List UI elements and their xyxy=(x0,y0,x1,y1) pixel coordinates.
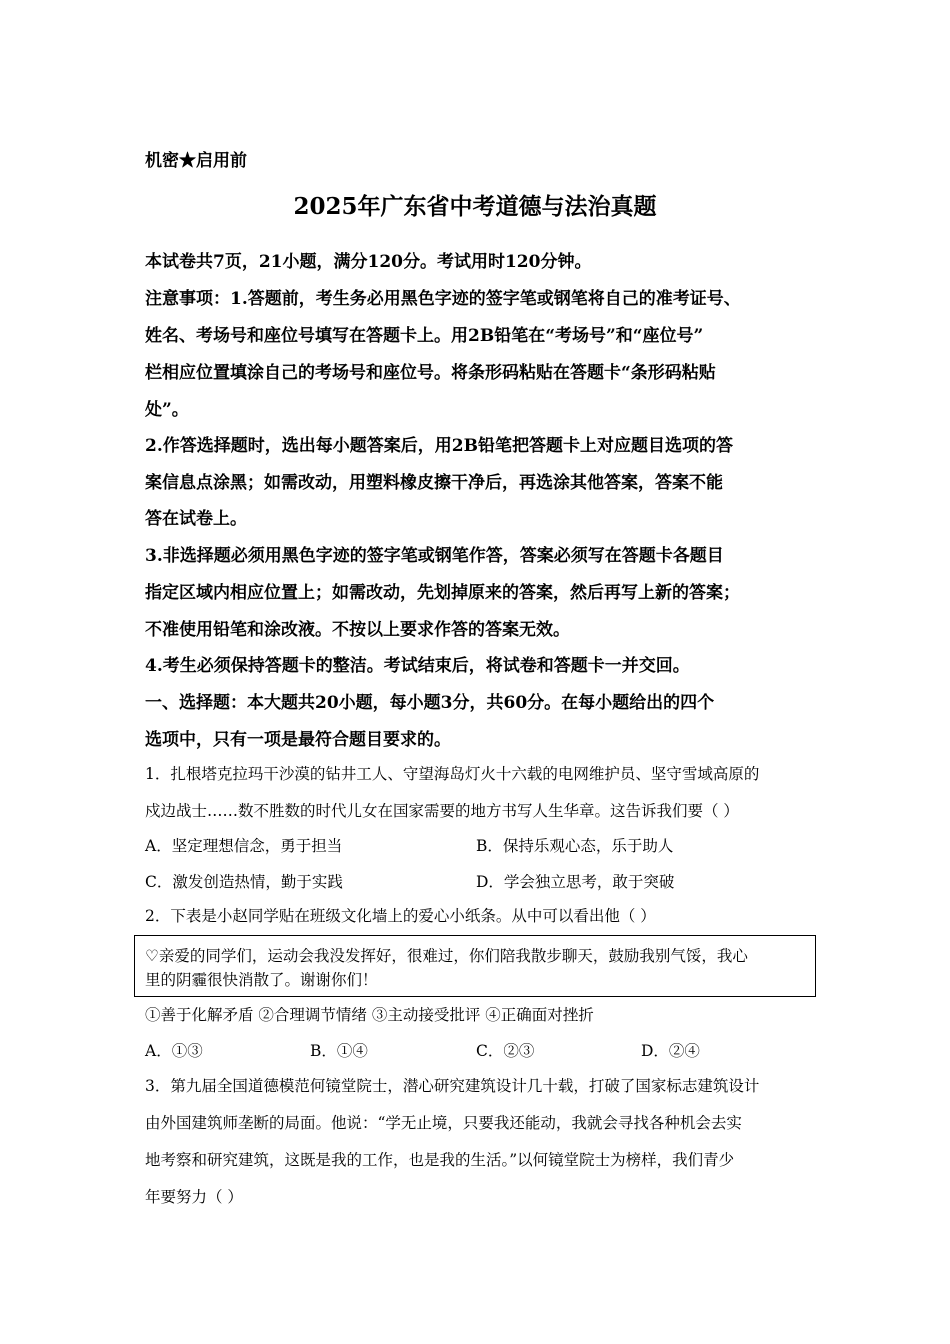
q2-option-b: B．①④ xyxy=(310,1042,368,1060)
q1-option-d: D．学会独立思考，敢于突破 xyxy=(476,873,675,891)
q2-statements: ①善于化解矛盾 ②合理调节情绪 ③主动接受批评 ④正确面对挫折 xyxy=(145,1006,594,1024)
instruction-line: 4.考生必须保持答题卡的整洁。考试结束后，将试卷和答题卡一并交回。 xyxy=(145,656,690,676)
q1-option-c: C．激发创造热情，勤于实践 xyxy=(145,873,343,891)
instruction-line: 指定区域内相应位置上；如需改动，先划掉原来的答案，然后再写上新的答案； xyxy=(145,583,740,603)
instruction-line: 3.非选择题必须用黑色字迹的签字笔或钢笔作答，答案必须写在答题卡各题目 xyxy=(145,546,724,566)
section-heading: 选项中，只有一项是最符合题目要求的。 xyxy=(145,730,451,750)
instruction-line: 答在试卷上。 xyxy=(145,509,247,529)
instruction-line: 姓名、考场号和座位号填写在答题卡上。用2B铅笔在“考场号”和“座位号” xyxy=(145,326,704,346)
question-1-stem: 戍边战士……数不胜数的时代儿女在国家需要的地方书写人生华章。这告诉我们要（ ） xyxy=(145,802,739,820)
question-2-stem: 2．下表是小赵同学贴在班级文化墙上的爱心小纸条。从中可以看出他（ ） xyxy=(145,907,656,925)
q2-option-a: A．①③ xyxy=(145,1042,203,1060)
question-1-stem: 1．扎根塔克拉玛干沙漠的钻井工人、守望海岛灯火十六载的电网维护员、坚守雪域高原的 xyxy=(145,765,760,783)
question-3-stem: 3．第九届全国道德模范何镜堂院士，潜心研究建筑设计几十载，打破了国家标志建筑设计 xyxy=(145,1077,760,1095)
instruction-line: 案信息点涂黑；如需改动，用塑料橡皮擦干净后，再选涂其他答案，答案不能 xyxy=(145,473,723,493)
question-3-stem: 年要努力（ ） xyxy=(145,1188,243,1206)
question-3-stem: 由外国建筑师垄断的局面。他说：“学无止境，只要我还能动，我就会寻找各种机会去实 xyxy=(145,1114,742,1132)
q2-option-d: D．②④ xyxy=(641,1042,700,1060)
love-note-line: ♡亲爱的同学们，运动会我没发挥好，很难过，你们陪我散步聊天，鼓励我别气馁，我心 xyxy=(145,947,748,965)
instruction-line: 2.作答选择题时，选出每小题答案后，用2B铅笔把答题卡上对应题目选项的答 xyxy=(145,436,733,456)
instruction-line: 处”。 xyxy=(145,400,189,420)
section-heading: 一、选择题：本大题共20小题，每小题3分，共60分。在每小题给出的四个 xyxy=(145,693,715,713)
instruction-line: 栏相应位置填涂自己的考场号和座位号。将条形码粘贴在答题卡“条形码粘贴 xyxy=(145,363,716,383)
q1-option-a: A．坚定理想信念，勇于担当 xyxy=(145,837,343,855)
exam-summary: 本试卷共7页，21小题，满分120分。考试用时120分钟。 xyxy=(145,252,592,272)
love-note-box xyxy=(134,935,816,997)
question-3-stem: 地考察和研究建筑，这既是我的工作，也是我的生活。”以何镜堂院士为榜样，我们青少 xyxy=(145,1151,735,1169)
confidential-label: 机密★启用前 xyxy=(145,151,247,171)
page-title: 2025年广东省中考道德与法治真题 xyxy=(293,193,657,220)
q2-option-c: C．②③ xyxy=(476,1042,535,1060)
instruction-line: 注意事项：1.答题前，考生务必用黑色字迹的签字笔或钢笔将自己的准考证号、 xyxy=(145,289,741,309)
q1-option-b: B．保持乐观心态，乐于助人 xyxy=(476,837,674,855)
instruction-line: 不准使用铅笔和涂改液。不按以上要求作答的答案无效。 xyxy=(145,620,570,640)
love-note-line: 里的阴霾很快消散了。谢谢你们！ xyxy=(145,971,378,989)
